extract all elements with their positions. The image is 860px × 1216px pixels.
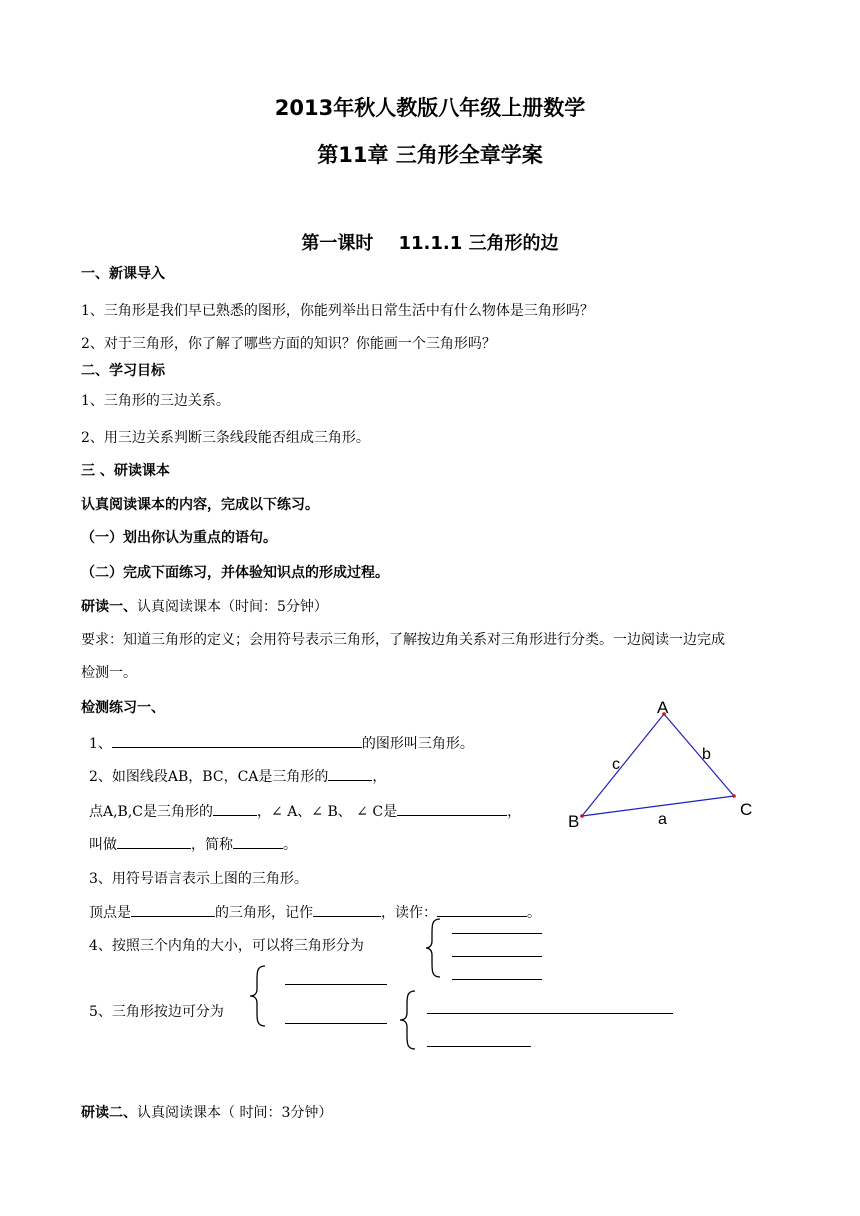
read2-label: 研读二、 (81, 1105, 137, 1121)
exercise2b-blank1[interactable] (213, 801, 257, 816)
section1-question1: 1、三角形是我们早已熟悉的图形，你能列举出日常生活中有什么物体是三角形吗？ (81, 303, 594, 319)
side-c-label: c (612, 756, 620, 773)
exercise2 (89, 766, 386, 786)
exercise5-blank1[interactable] (285, 984, 387, 985)
vertex-c-label: C (740, 800, 753, 819)
exercise5-blank3[interactable] (427, 1013, 673, 1014)
section3-sub2: （二）完成下面练习，并体验知识点的形成过程。 (81, 565, 389, 581)
check1-heading: 检测练习一、 (81, 700, 165, 716)
lesson-title-number: 11.1.1 (398, 233, 463, 254)
side-a-label: a (658, 811, 667, 828)
goal2: 2、用三边关系判断三条线段能否组成三角形。 (81, 430, 370, 446)
exercise2c (89, 834, 297, 854)
exercise3b-prefix: 顶点是 (89, 905, 131, 921)
section3-heading: 三 、研读课本 (81, 463, 170, 479)
exercise5-brace-inner (397, 989, 419, 1051)
exercise4-blank3[interactable] (452, 979, 542, 980)
exercise2c-blank2[interactable] (233, 834, 283, 849)
triangle-figure (560, 695, 770, 835)
exercise3b-mid1: 的三角形，记作 (215, 905, 313, 921)
section1-question2: 2、对于三角形，你了解了哪些方面的知识？你能画一个三角形吗？ (81, 336, 496, 352)
exercise5-blank2[interactable] (285, 1023, 387, 1024)
exercise1-prefix: 1、 (89, 736, 112, 752)
exercise2b-prefix: 点A,B,C是三角形的 (89, 804, 214, 820)
document-title-line2: 第11章 三角形全章学案 (317, 143, 543, 167)
vertex-b-label: B (568, 812, 580, 831)
vertex-b-point (580, 814, 584, 818)
read1-requirement-line2: 检测一。 (81, 665, 137, 681)
exercise2-prefix: 2、如图线段AB，BC，CA是三角形的 (89, 769, 329, 785)
read1-text: 认真阅读课本（时间：5分钟） (137, 599, 328, 615)
exercise3b-mid2: ，读作： (381, 905, 437, 921)
exercise4: 4、按照三个内角的大小，可以将三角形分为 (89, 938, 364, 954)
exercise4-brace (424, 917, 444, 979)
section1-heading: 一、新课导入 (81, 266, 165, 282)
exercise2c-mid: ，简称 (191, 837, 233, 853)
exercise2-blank1[interactable] (328, 766, 372, 781)
exercise3b-blank3[interactable] (437, 902, 527, 917)
exercise2b-blank2[interactable] (397, 801, 507, 816)
exercise2b-mid: ，∠ A、∠ B、 ∠ C是 (257, 804, 398, 820)
exercise2c-prefix: 叫做 (89, 837, 117, 853)
read2-text: 认真阅读课本（ 时间：3分钟） (137, 1105, 333, 1121)
exercise2b (89, 801, 521, 821)
vertex-c-point (732, 794, 736, 798)
exercise1-suffix: 的图形叫三角形。 (361, 736, 474, 752)
read1-label: 研读一、 (81, 599, 137, 615)
exercise3b-blank2[interactable] (313, 902, 381, 917)
exercise1 (89, 733, 474, 753)
exercise2-suffix: ， (372, 769, 387, 785)
exercise4-blank2[interactable] (452, 956, 542, 957)
read1-line (81, 596, 328, 616)
lesson-title (0, 229, 860, 255)
exercise2b-suffix: ， (507, 804, 522, 820)
exercise3b (89, 902, 541, 922)
side-b-label: b (702, 746, 711, 763)
section2-heading: 二、学习目标 (81, 363, 165, 379)
exercise4-blank1[interactable] (452, 933, 542, 934)
section3-sub1: （一）划出你认为重点的语句。 (81, 530, 277, 546)
read2-line (81, 1102, 332, 1122)
exercise2c-blank1[interactable] (117, 834, 191, 849)
document-title-line1: 2013年秋人教版八年级上册数学 (274, 96, 586, 120)
exercise3: 3、用符号语言表示上图的三角形。 (89, 871, 308, 887)
lesson-title-rest: 三角形的边 (468, 233, 559, 254)
goal1: 1、三角形的三边关系。 (81, 393, 230, 409)
triangle-side-b (664, 714, 734, 796)
read1-requirement-line1: 要求：知道三角形的定义；会用符号表示三角形，了解按边角关系对三角形进行分类。一边阅读一边完成 (81, 632, 725, 648)
triangle-side-c (582, 714, 664, 816)
exercise1-blank[interactable] (112, 733, 362, 748)
exercise3b-suffix: 。 (527, 905, 541, 921)
exercise2c-suffix: 。 (283, 837, 297, 853)
vertex-a-label: A (657, 698, 669, 717)
section3-instruction: 认真阅读课本的内容，完成以下练习。 (81, 497, 319, 513)
exercise5-brace-outer (247, 964, 269, 1028)
exercise5-blank4[interactable] (427, 1046, 531, 1047)
lesson-title-prefix: 第一课时 (301, 233, 374, 254)
exercise5: 5、三角形按边可分为 (89, 1004, 224, 1020)
exercise3b-blank1[interactable] (131, 902, 215, 917)
